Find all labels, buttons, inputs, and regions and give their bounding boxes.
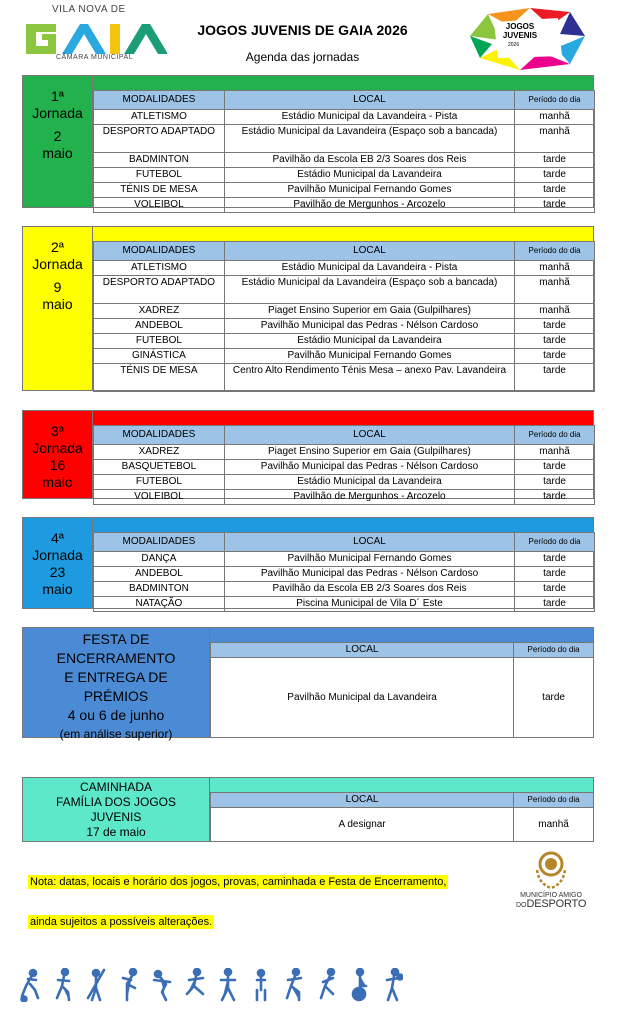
jornada-label: Jornada xyxy=(32,256,83,272)
local-cell: Centro Alto Rendimento Ténis Mesa – anexo Pav. Lavandeira xyxy=(224,364,514,392)
table-row xyxy=(94,475,595,490)
caminhada-local-header: LOCAL xyxy=(211,793,514,808)
modalidades-header: MODALIDADES xyxy=(94,533,225,552)
jornada-date-block xyxy=(23,76,93,207)
javelin-icon xyxy=(86,968,106,1002)
logo-municipality-top: VILA NOVA DE xyxy=(52,4,126,15)
jornada-section xyxy=(22,226,594,391)
sport-icons-row xyxy=(20,968,420,1004)
modalidade-cell: ANDEBOL xyxy=(94,567,225,582)
caminhada-date: 17 de maio xyxy=(86,825,146,839)
jornada-label: Jornada xyxy=(32,547,83,563)
jornada-month: maio xyxy=(42,474,73,490)
periodo-cell: tarde xyxy=(515,567,595,582)
periodo-cell: tarde xyxy=(515,349,595,364)
table-row xyxy=(94,364,595,392)
periodo-cell: tarde xyxy=(515,475,595,490)
caminhada-title-block xyxy=(23,778,210,841)
hurdler-icon xyxy=(185,968,205,1002)
jogos-juvenis-logo xyxy=(470,8,585,70)
gaia-logo xyxy=(22,4,167,62)
caminhada-section xyxy=(22,777,594,842)
periodo-cell: manhã xyxy=(515,261,595,276)
jornada-label: Jornada xyxy=(32,105,83,121)
periodo-cell: tarde xyxy=(515,183,595,198)
modalidade-cell: FUTEBOL xyxy=(94,475,225,490)
jornada-month: maio xyxy=(42,145,73,161)
event-logo-year: 2026 xyxy=(508,42,520,48)
note-line1: Nota: datas, locais e horário dos jogos, provas, caminhada e Festa de Encerramento, xyxy=(30,876,447,888)
jornada-color-bar xyxy=(93,227,593,241)
modalidade-cell: FUTEBOL xyxy=(94,168,225,183)
modalidade-cell: XADREZ xyxy=(94,304,225,319)
table-row xyxy=(94,183,595,198)
local-cell: Pavilhão de Mergunhos - Arcozelo xyxy=(224,490,514,505)
local-cell: Piscina Municipal de Vila D´ Este xyxy=(224,597,514,612)
local-cell: Pavilhão Municipal Fernando Gomes xyxy=(224,349,514,364)
jornada-section xyxy=(22,75,594,208)
page-title: JOGOS JUVENIS DE GAIA 2026 xyxy=(197,22,408,38)
periodo-cell: tarde xyxy=(515,597,595,612)
festa-note: (em análise superior) xyxy=(59,727,173,741)
soccer-player-icon xyxy=(20,968,40,1002)
periodo-cell: tarde xyxy=(515,153,595,168)
modalidade-cell: ANDEBOL xyxy=(94,319,225,334)
table-row xyxy=(94,276,595,304)
caminhada-local: A designar xyxy=(211,808,514,842)
local-cell: Pavilhão Municipal Fernando Gomes xyxy=(224,183,514,198)
local-cell: Pavilhão Municipal Fernando Gomes xyxy=(224,552,514,567)
jornada-section xyxy=(22,410,594,502)
caminhada-line3: JUVENIS xyxy=(90,810,142,824)
periodo-header: Período do dia xyxy=(515,426,595,445)
table-row xyxy=(94,304,595,319)
jornada-date-block xyxy=(23,518,93,608)
modalidade-cell: DESPORTO ADAPTADO xyxy=(94,125,225,153)
local-cell: Estádio Municipal da Lavandeira - Pista xyxy=(224,261,514,276)
festa-line4: PRÉMIOS xyxy=(83,688,149,704)
periodo-cell: tarde xyxy=(515,168,595,183)
periodo-cell: tarde xyxy=(515,319,595,334)
periodo-cell: manhã xyxy=(515,125,595,153)
table-row xyxy=(94,460,595,475)
tennis-player-icon xyxy=(317,968,337,1002)
swimmer-icon xyxy=(251,968,271,1002)
modalidade-cell: NATAÇÃO xyxy=(94,597,225,612)
jornada-label: Jornada xyxy=(32,440,83,456)
festa-line2: ENCERRAMENTO xyxy=(56,650,176,666)
jumper-icon xyxy=(218,968,238,1002)
local-cell: Pavilhão da Escola EB 2/3 Soares dos Reis xyxy=(224,153,514,168)
festa-date: 4 ou 6 de junho xyxy=(67,707,165,723)
modalidades-header: MODALIDADES xyxy=(94,242,225,261)
festa-title-block xyxy=(23,628,210,741)
jornada-date-block xyxy=(23,411,93,498)
wheelchair-athlete-icon xyxy=(350,968,370,1002)
festa-local: Pavilhão Municipal da Lavandeira xyxy=(211,658,514,738)
table-row xyxy=(94,567,595,582)
modalidade-cell: TÉNIS DE MESA xyxy=(94,183,225,198)
table-row xyxy=(94,490,595,505)
modalidade-cell: DANÇA xyxy=(94,552,225,567)
modalidade-cell: GINÁSTICA xyxy=(94,349,225,364)
jornada-number: 1ª xyxy=(51,88,64,104)
table-row xyxy=(94,334,595,349)
modalidade-cell: ATLETISMO xyxy=(94,261,225,276)
local-header: LOCAL xyxy=(224,426,514,445)
jornada-day: 16 xyxy=(49,457,66,473)
jornada-date-block xyxy=(23,227,93,390)
table-row xyxy=(94,153,595,168)
logo-municipality-sub: CÂMARA MUNICIPAL xyxy=(56,54,134,61)
local-cell: Estádio Municipal da Lavandeira (Espaço sob a bancada) xyxy=(224,276,514,304)
festa-table xyxy=(210,642,594,738)
modalidade-cell: FUTEBOL xyxy=(94,334,225,349)
periodo-header: Período do dia xyxy=(515,533,595,552)
periodo-header: Período do dia xyxy=(515,91,595,110)
modalidade-cell: VOLEIBOL xyxy=(94,490,225,505)
festa-encerramento-section xyxy=(22,627,594,741)
table-row xyxy=(94,445,595,460)
festa-local-header: LOCAL xyxy=(211,643,514,658)
jornada-color-bar xyxy=(93,411,593,425)
periodo-cell: tarde xyxy=(515,364,595,392)
jornada-day: 23 xyxy=(49,564,66,580)
modalidade-cell: ATLETISMO xyxy=(94,110,225,125)
modalidades-header: MODALIDADES xyxy=(94,426,225,445)
jornada-number: 2ª xyxy=(51,239,64,255)
caminhada-periodo-header: Período do dia xyxy=(514,793,594,808)
periodo-cell: manhã xyxy=(515,110,595,125)
modalidade-cell: VOLEIBOL xyxy=(94,198,225,213)
event-logo-text: JOGOS JUVENIS xyxy=(502,22,538,40)
local-cell: Estádio Municipal da Lavandeira xyxy=(224,168,514,183)
jornada-color-bar xyxy=(93,76,593,90)
table-row xyxy=(94,198,595,213)
caminhada-line1: CAMINHADA xyxy=(79,780,152,794)
periodo-cell: tarde xyxy=(515,460,595,475)
jornada-table xyxy=(93,90,595,213)
cyclist-icon xyxy=(284,968,304,1002)
local-cell: Pavilhão Municipal das Pedras - Nélson Cardoso xyxy=(224,567,514,582)
local-cell: Pavilhão da Escola EB 2/3 Soares dos Reis xyxy=(224,582,514,597)
local-cell: Estádio Municipal da Lavandeira xyxy=(224,334,514,349)
laurel-medal-icon xyxy=(531,848,571,890)
caminhada-table xyxy=(210,792,594,842)
periodo-cell: tarde xyxy=(515,198,595,213)
periodo-cell: tarde xyxy=(515,552,595,567)
page-subtitle: Agenda das jornadas xyxy=(245,50,360,64)
jornada-number: 4ª xyxy=(51,530,64,546)
periodo-cell: tarde xyxy=(515,582,595,597)
gymnast-icon xyxy=(119,968,139,1002)
local-header: LOCAL xyxy=(224,533,514,552)
festa-periodo: tarde xyxy=(514,658,594,738)
runner-icon xyxy=(53,968,73,1002)
local-cell: Piaget Ensino Superior em Gaia (Gulpilhares) xyxy=(224,445,514,460)
table-row xyxy=(94,319,595,334)
periodo-cell: manhã xyxy=(515,445,595,460)
caminhada-periodo: manhã xyxy=(514,808,594,842)
modalidades-header: MODALIDADES xyxy=(94,91,225,110)
modalidade-cell: BADMINTON xyxy=(94,582,225,597)
table-row xyxy=(94,261,595,276)
badge-text: MUNICÍPIO AMIGO DODESPORTO xyxy=(516,892,587,910)
periodo-header: Período do dia xyxy=(515,242,595,261)
modalidade-cell: BASQUETEBOL xyxy=(94,460,225,475)
municipio-amigo-desporto-badge xyxy=(516,848,586,920)
local-cell: Piaget Ensino Superior em Gaia (Gulpilhares) xyxy=(224,304,514,319)
festa-line1: FESTA DE xyxy=(82,631,150,647)
table-row xyxy=(94,597,595,612)
local-cell: Estádio Municipal da Lavandeira xyxy=(224,475,514,490)
modalidade-cell: TÉNIS DE MESA xyxy=(94,364,225,392)
table-row xyxy=(94,125,595,153)
jornada-day: 2 xyxy=(53,128,62,144)
caminhada-line2: FAMÍLIA DOS JOGOS xyxy=(55,795,177,809)
local-cell: Estádio Municipal da Lavandeira (Espaço sob a bancada) xyxy=(224,125,514,153)
table-row xyxy=(94,349,595,364)
local-header: LOCAL xyxy=(224,91,514,110)
note-line2: ainda sujeitos a possíveis alterações. xyxy=(30,916,213,928)
jornada-table xyxy=(93,425,595,505)
jornada-number: 3ª xyxy=(51,423,64,439)
modalidade-cell: BADMINTON xyxy=(94,153,225,168)
table-row xyxy=(94,552,595,567)
periodo-cell: manhã xyxy=(515,276,595,304)
jornada-table xyxy=(93,532,595,612)
jornada-section xyxy=(22,517,594,609)
table-row xyxy=(94,168,595,183)
dancer-icon xyxy=(152,968,172,1002)
festa-periodo-header: Período do dia xyxy=(514,643,594,658)
basketball-player-icon xyxy=(383,968,403,1002)
local-cell: Pavilhão Municipal das Pedras - Nélson Cardoso xyxy=(224,319,514,334)
caminhada-bar xyxy=(210,778,593,792)
jornada-color-bar xyxy=(93,518,593,532)
table-row xyxy=(94,582,595,597)
periodo-cell: manhã xyxy=(515,304,595,319)
local-header: LOCAL xyxy=(224,242,514,261)
jornada-day: 9 xyxy=(53,279,62,295)
jornada-month: maio xyxy=(42,296,73,312)
periodo-cell: tarde xyxy=(515,334,595,349)
table-row xyxy=(94,110,595,125)
modalidade-cell: DESPORTO ADAPTADO xyxy=(94,276,225,304)
festa-line3: E ENTREGA DE xyxy=(64,669,168,685)
jornada-table xyxy=(93,241,595,392)
local-cell: Estádio Municipal da Lavandeira - Pista xyxy=(224,110,514,125)
local-cell: Pavilhão de Mergunhos - Arcozelo xyxy=(224,198,514,213)
modalidade-cell: XADREZ xyxy=(94,445,225,460)
jornada-month: maio xyxy=(42,581,73,597)
periodo-cell: tarde xyxy=(515,490,595,505)
festa-bar xyxy=(210,628,593,642)
local-cell: Pavilhão Municipal das Pedras - Nélson Cardoso xyxy=(224,460,514,475)
